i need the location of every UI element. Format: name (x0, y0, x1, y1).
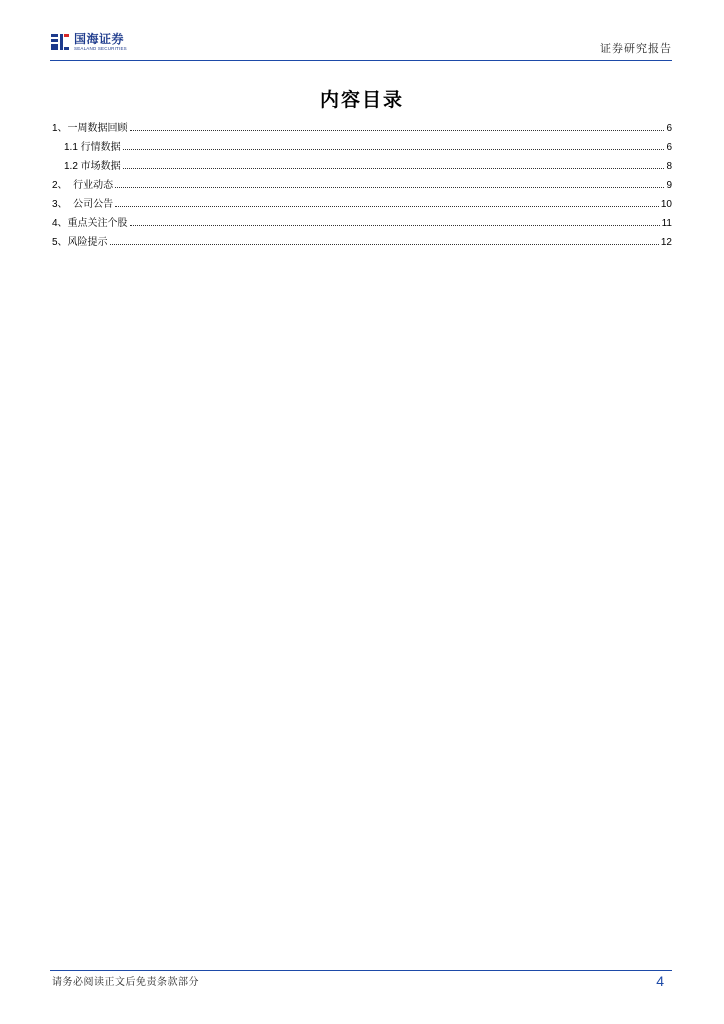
toc-entry-page: 8 (666, 161, 672, 172)
header-divider (50, 60, 672, 61)
logo-name-en: SEALAND SECURITIES (74, 45, 127, 51)
toc-entry-1-2[interactable] (52, 160, 672, 179)
toc-leader-dots (123, 148, 665, 150)
toc-entry-page: 9 (666, 180, 672, 191)
toc-entry-label: 5、风险提示 (52, 237, 108, 248)
toc-entry-page: 6 (666, 123, 672, 134)
toc-entry-1-1[interactable] (52, 141, 672, 160)
toc-entry-5[interactable] (52, 236, 672, 255)
toc-entry-label: 4、重点关注个股 (52, 218, 128, 229)
toc-entry-page: 12 (660, 237, 672, 248)
toc-entry-3[interactable] (52, 198, 672, 217)
toc-entry-1[interactable] (52, 122, 672, 141)
toc-entry-label: 3、 公司公告 (52, 199, 114, 210)
footer-disclaimer: 请务必阅读正文后免责条款部分 (52, 977, 199, 988)
toc-leader-dots (123, 167, 665, 169)
toc-entry-4[interactable] (52, 217, 672, 236)
toc-title: 内容目录 (319, 89, 404, 111)
logo-name-cn: 国海证券 (74, 31, 125, 46)
toc-leader-dots (115, 205, 659, 207)
toc-entry-page: 11 (661, 218, 672, 229)
toc-entry-label: 1、一周数据回顾 (52, 123, 128, 134)
toc-entry-label: 2、 行业动态 (52, 180, 114, 191)
page-header (50, 28, 672, 60)
toc-leader-dots (130, 129, 665, 131)
sealand-logo-icon (50, 32, 70, 52)
toc-entry-label: 1.1 行情数据 (64, 142, 121, 153)
toc-entry-page: 10 (660, 199, 672, 210)
page-number: 4 (656, 973, 664, 989)
document-type: 证券研究报告 (600, 42, 672, 55)
toc-entry-page: 6 (666, 142, 672, 153)
footer-divider (50, 970, 672, 971)
table-of-contents (52, 122, 672, 255)
toc-leader-dots (115, 186, 664, 188)
toc-entry-label: 1.2 市场数据 (64, 161, 121, 172)
toc-leader-dots (110, 243, 659, 245)
toc-entry-2[interactable] (52, 179, 672, 198)
toc-leader-dots (130, 224, 660, 226)
company-logo (50, 30, 127, 54)
